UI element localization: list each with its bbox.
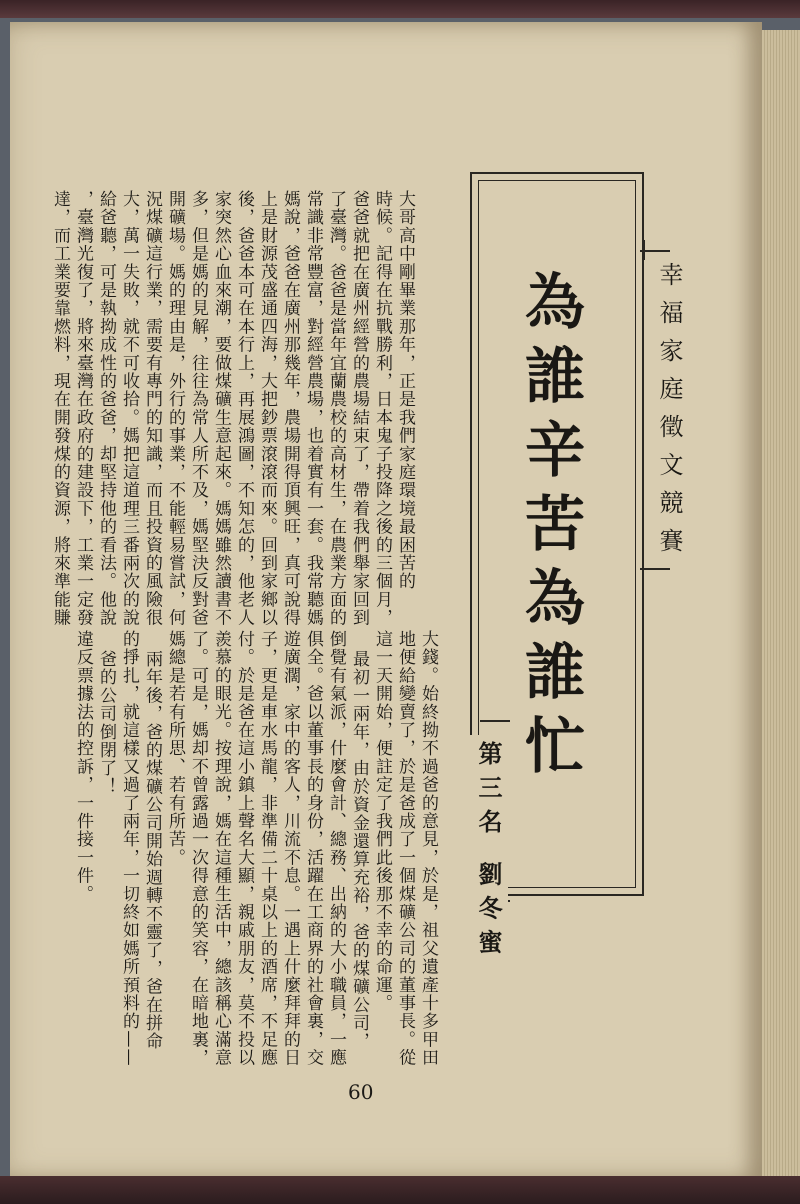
text-column: 地便給變賣了，於是爸成了一個煤礦公司的董事長。從 <box>395 630 415 1067</box>
text-column: 最初一兩年，由於資金還算充裕，爸的煤礦公司， <box>349 650 369 1051</box>
text-column: 遊廣濶，家中的客人，川流不息。一遇上什麼拜拜的日 <box>280 630 300 1067</box>
text-column: 俱全。爸以董事長的身份，活躍在工商界的社會裏，交 <box>303 630 323 1067</box>
text-column: 羨慕的眼光。按理說，媽在這種生活中，總該稱心滿意 <box>211 630 231 1067</box>
text-column: 時候。記得在抗戰勝利，日本鬼子投降之後的三個月， <box>372 190 392 627</box>
text-column: 倒覺有氣派，什麼會計、總務、出納的大小職員，一應 <box>326 630 346 1067</box>
author-byline: 第三名 劉冬蜜 <box>469 735 508 969</box>
text-column: 大，萬一失敗，就不可收拾。媽把這道理三番兩次的說 <box>119 190 139 627</box>
text-column: 大錢。始終拗不過爸的意見，於是，祖父遺產十多甲田 <box>418 630 438 1067</box>
text-column: 媽說，爸爸在廣州那幾年，農場開得頂興旺，真可說得 <box>280 190 300 627</box>
text-column: 付。於是爸在這小鎮上聲名大顯，親戚朋友，莫不投以 <box>234 630 254 1067</box>
text-column: 媽總是若有所思、若有所苦。 <box>165 630 185 867</box>
text-column: 爸的公司倒閉了！ <box>96 650 116 796</box>
text-column: ，臺灣光復了，將來臺灣在政府的建設下，工業一定發 <box>73 190 93 627</box>
text-column: 爸爸就把在廣州經營的農場結束了，帶着我們舉家回到 <box>349 190 369 627</box>
text-column: 違反票據法的控訴，一件接一件。 <box>73 630 93 903</box>
contest-rule-top-h <box>640 250 670 252</box>
book-cover-top <box>0 0 800 18</box>
article-title: 為誰辛苦為誰忙 <box>515 270 585 788</box>
book-cover-bottom <box>0 1176 800 1204</box>
text-column: 後，爸爸本可在本行上，再展鴻圖，不知怎的，他老人 <box>234 190 254 627</box>
text-column: 家突然心血來潮，要做煤礦生意起來。媽媽雖然讀書不 <box>211 190 231 627</box>
text-column: 的掙扎，就這樣又過了兩年，一切終如媽所預料的—— <box>119 630 139 1067</box>
text-column: 大哥高中剛畢業那年，正是我們家庭環境最困苦的 <box>395 190 415 591</box>
text-column: 了。可是，媽却不曾露過一次得意的笑容，在暗地裏， <box>188 630 208 1067</box>
text-column: 這一天開始，便註定了我們此後那不幸的命運。 <box>372 630 392 1013</box>
contest-heading: 幸福家庭徵文競賽 <box>655 262 683 566</box>
text-column: 多，但是媽的見解，往往為常人所不及，媽堅決反對爸 <box>188 190 208 627</box>
text-column: 況煤礦這行業，需要有專門的知識，而且投資的風險很 <box>142 190 162 627</box>
text-column: 上是財源茂盛通四海，大把鈔票滾滾而來。回到家鄉以 <box>257 190 277 627</box>
text-column: 子，更是車水馬龍，非準備二十桌以上的酒席，不足應 <box>257 630 277 1067</box>
contest-rule-bottom-h <box>640 568 670 570</box>
text-column: 常識非常豐富，對經營農場，也着實有一套。我常聽媽 <box>303 190 323 627</box>
text-column: 達，而工業要靠燃料，現在開發煤的資源，將來準能賺 <box>50 190 70 627</box>
author-rule-top <box>480 720 510 722</box>
text-column: 給爸聽，可是執拗成性的爸爸，却堅持他的看法。他說 <box>96 190 116 627</box>
text-column: 兩年後，爸的煤礦公司開始週轉不靈了，爸在拼命 <box>142 650 162 1051</box>
page-number: 60 <box>348 1080 374 1104</box>
text-column: 開礦場。媽的理由是，外行的事業，不能輕易嘗試，何 <box>165 190 185 627</box>
page-edges <box>762 30 800 1180</box>
text-column: 了臺灣。爸爸是當年宜蘭農校的高材生，在農業方面的 <box>326 190 346 627</box>
